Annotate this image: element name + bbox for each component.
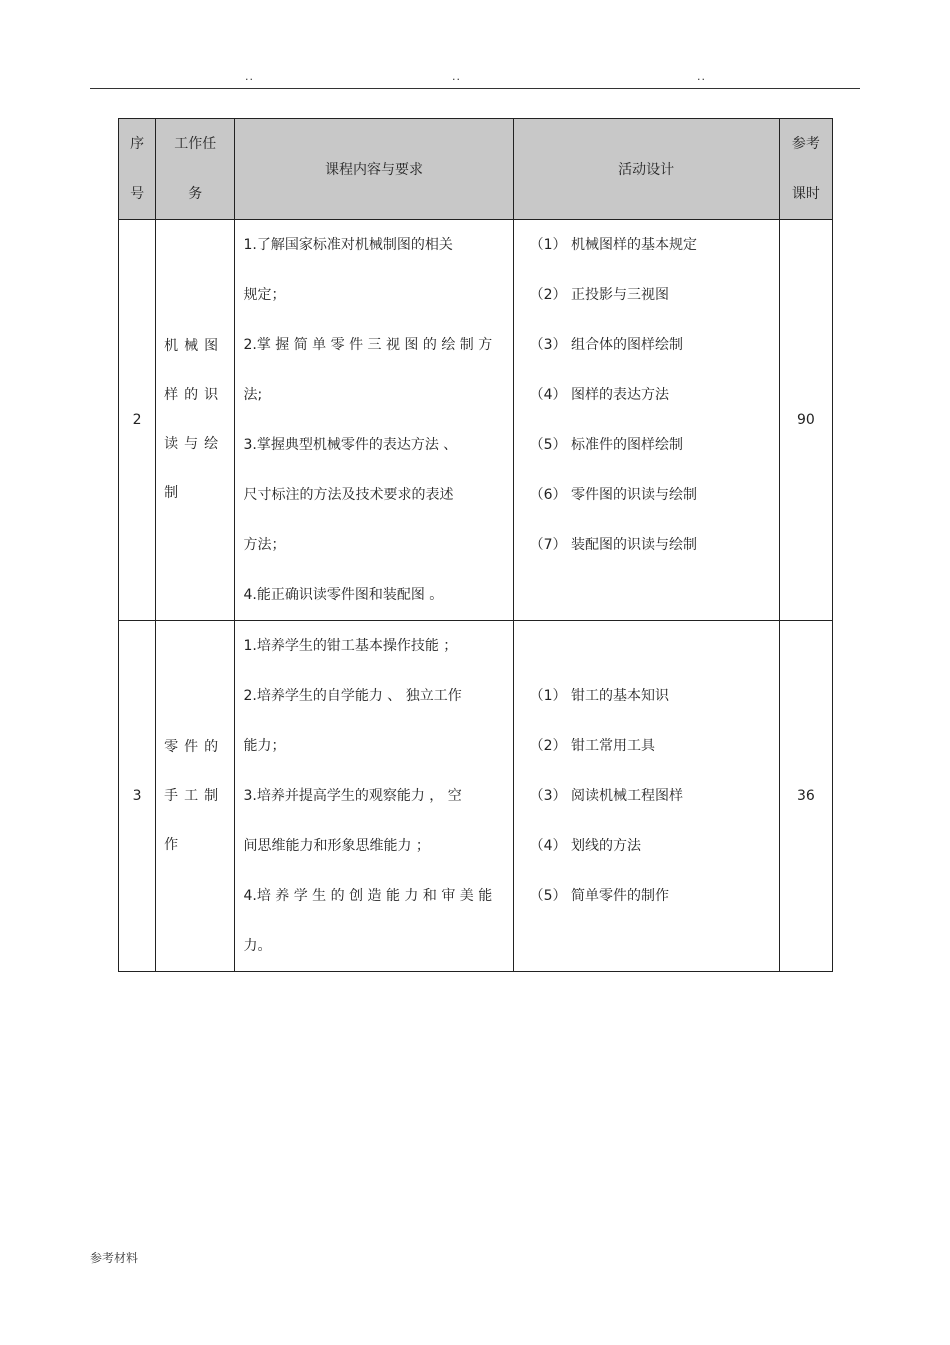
table-row	[119, 621, 833, 972]
reference-hours: 90	[779, 220, 832, 621]
footer-text: 参考材料	[90, 1251, 139, 1265]
course-content: 1.了解国家标准对机械制图的相关 规定； 2.掌 握 简 单 零 件 三 视 图 的 绘 制 方 法; 3.掌握典型机械零件的表达方法 、 尺寸标注的方法及技术要求的表述 方法； 4.能正确识读零件图和装配图 。	[235, 220, 513, 621]
table-header-row	[119, 119, 833, 220]
row-number: 3	[119, 621, 156, 972]
header-content: 课程内容与要求	[235, 119, 513, 220]
course-content: 1.培养学生的钳工基本操作技能 ； 2.培养学生的自学能力 、 独立工作 能力； 3.培养并提高学生的观察能力 ， 空 间思维能力和形象思维能力 ； 4.培 养 学 生 的 创 造 能 力 和 审 美 能 力。	[235, 621, 513, 972]
course-table	[118, 118, 833, 972]
header-mark: ..	[245, 70, 254, 83]
table-row	[119, 220, 833, 621]
work-task: 机械图 样的识 读与绘 制	[156, 220, 235, 621]
row-number: 2	[119, 220, 156, 621]
activity-design: （1） 钳工的基本知识 （2） 钳工常用工具 （3） 阅读机械工程图样 （4） 划线的方法 （5） 简单零件的制作	[513, 621, 779, 972]
header-no: 序 号	[119, 119, 156, 220]
header-activity: 活动设计	[513, 119, 779, 220]
header-hours: 参考 课时	[779, 119, 832, 220]
work-task: 零件的 手工制 作	[156, 621, 235, 972]
header-mark: ..	[697, 70, 706, 83]
header-rule	[90, 88, 860, 89]
header-mark: ..	[452, 70, 461, 83]
header-task: 工作任 务	[156, 119, 235, 220]
reference-hours: 36	[779, 621, 832, 972]
activity-design: （1） 机械图样的基本规定 （2） 正投影与三视图 （3） 组合体的图样绘制 （4） 图样的表达方法 （5） 标准件的图样绘制 （6） 零件图的识读与绘制 （7） 装配图的识读与绘制	[513, 220, 779, 621]
